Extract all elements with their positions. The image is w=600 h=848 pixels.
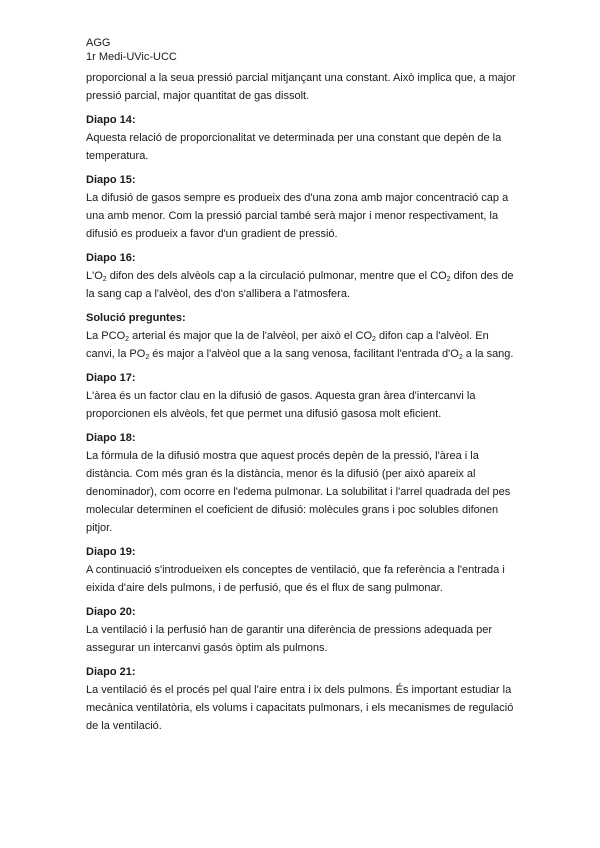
section-heading: Diapo 20: [86, 606, 136, 618]
section [86, 603, 516, 657]
section-paragraph [86, 129, 516, 165]
section [86, 429, 516, 537]
text-segment: La PCO [86, 330, 126, 342]
document-page [86, 36, 516, 735]
section-heading: Solució preguntes: [86, 312, 186, 324]
section [86, 663, 516, 735]
sections-container [86, 111, 516, 735]
section-paragraph [86, 327, 516, 363]
section [86, 309, 516, 363]
section-heading: Diapo 21: [86, 666, 136, 678]
section [86, 543, 516, 597]
subscript: 2 [372, 336, 376, 343]
text-segment: La fórmula de la difusió mostra que aquest procés depèn de la pressió, l'àrea i la distància. Com més gran és la distància, menor és la difusió (per això apareix al denominador), com ocorre en l'edema pulmonar. La solubilitat i l'arrel quadrada del pes molecular determinen el coeficient de difusió: molècules grans i poc solubles difonen pitjor. [86, 450, 511, 534]
intro-paragraph: proporcional a la seua pressió parcial mitjançant una constant. Això implica que, a major pressió parcial, major quantitat de gas dissolt. [86, 72, 516, 102]
text-segment: arterial és major que la de l'alvèol, per això el CO [129, 330, 373, 342]
section-paragraph [86, 447, 516, 537]
text-segment: difon cap a l'alvèol. En canvi, la PO [86, 330, 489, 360]
course-name: 1r Medi-UVic-UCC [86, 51, 177, 63]
text-segment: difon des dels alvèols cap a la circulació pulmonar, mentre que el CO [106, 270, 447, 282]
section-heading: Diapo 18: [86, 432, 136, 444]
section-paragraph [86, 621, 516, 657]
section-paragraph [86, 189, 516, 243]
subscript: 2 [102, 276, 107, 283]
text-segment: L'O [86, 270, 103, 282]
text-segment: L'àrea és un factor clau en la difusió de gasos. Aquesta gran àrea d'intercanvi la proporcionen els alvèols, fet que permet una difusió gasosa molt eficient. [86, 390, 476, 420]
text-segment: és major a l'alvèol que a la sang venosa, facilitant l'entrada d'O [149, 348, 459, 360]
section-heading: Diapo 19: [86, 546, 136, 558]
section-heading: Diapo 16: [86, 252, 136, 264]
text-segment: Aquesta relació de proporcionalitat ve determinada per una constant que depèn de la temperatura. [86, 132, 502, 162]
subscript: 2 [458, 354, 463, 361]
author-initials: AGG [86, 37, 111, 49]
section-heading: Diapo 15: [86, 174, 136, 186]
section-heading: Diapo 17: [86, 372, 136, 384]
subscript: 2 [125, 336, 130, 343]
text-segment: difon des de la sang cap a l'alvèol, des d'on s'allibera a l'atmosfera. [86, 270, 514, 300]
section-paragraph [86, 681, 516, 735]
section [86, 171, 516, 243]
text-segment: a la sang. [462, 348, 514, 360]
subscript: 2 [446, 276, 451, 283]
section-paragraph [86, 561, 516, 597]
text-segment: La difusió de gasos sempre es produeix des d'una zona amb major concentració cap a una amb menor. Com la pressió parcial també serà major i menor respectivament, la difusió es produeix a favor d'un gradient de pressió. [86, 192, 509, 240]
text-segment: La ventilació i la perfusió han de garantir una diferència de pressions adequada per assegurar un intercanvi gasós òptim als pulmons. [86, 624, 493, 654]
section-paragraph [86, 267, 516, 303]
section [86, 369, 516, 423]
text-segment: A continuació s'introdueixen els conceptes de ventilació, que fa referència a l'entrada i eixida d'aire dels pulmons, i de perfusió, que és el flux de sang pulmonar. [86, 564, 505, 594]
section-heading: Diapo 14: [86, 114, 136, 126]
text-segment: La ventilació és el procés pel qual l'aire entra i ix dels pulmons. És important estudiar la mecànica ventilatòria, els volums i capacitats pulmonars, i els mecanismes de regulació de la ventilació. [86, 684, 514, 732]
section [86, 111, 516, 165]
subscript: 2 [145, 354, 150, 361]
section-paragraph [86, 387, 516, 423]
section [86, 249, 516, 303]
